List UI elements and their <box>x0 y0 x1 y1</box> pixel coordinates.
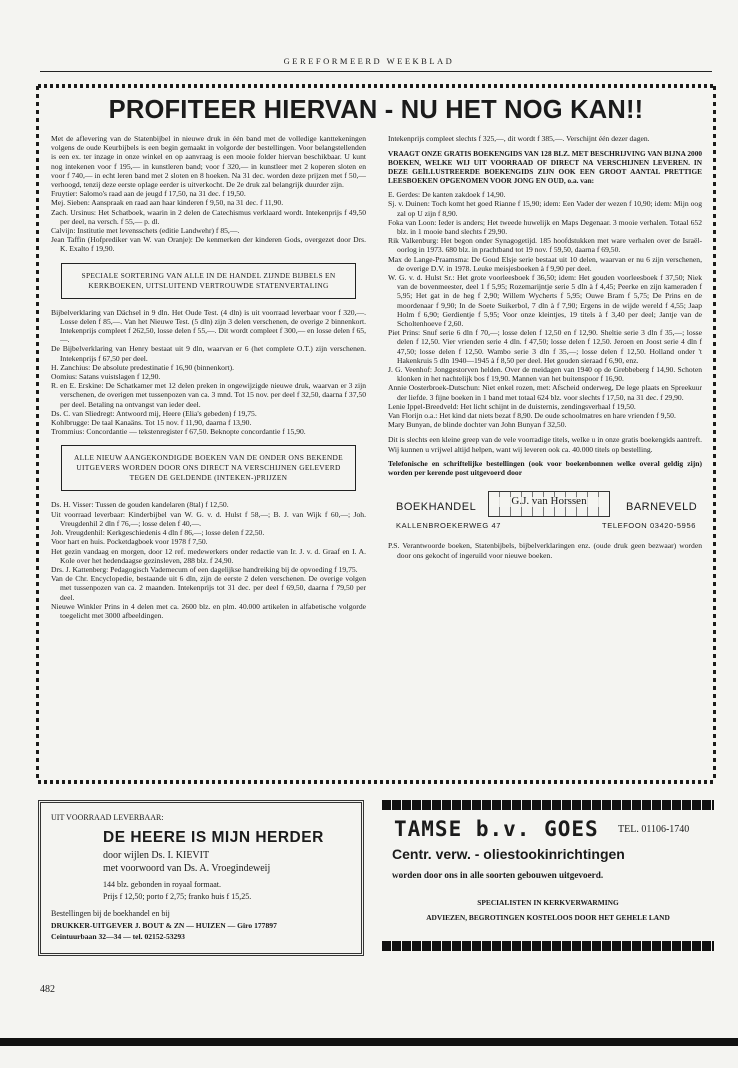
ad-left-order: Bestellingen bij de boekhandel en bij <box>51 909 170 918</box>
ad-de-heere-frame <box>38 800 364 956</box>
ad-left-publisher: DRUKKER-UITGEVER J. BOUT & ZN — HUIZEN — Giro 177897 <box>51 921 277 930</box>
ad-left-price: Prijs f 12,50; porto f 2,75; franko huis f 15,25. <box>103 892 252 901</box>
ad-left-foreword: met voorwoord van Ds. A. Vroegindeweij <box>103 863 271 874</box>
right-column <box>388 134 702 560</box>
book-list-2 <box>51 308 366 437</box>
frame-bottom <box>38 780 714 784</box>
note-selection: Dit is slechts een kleine greep van de vele voorradige titels, welke u in onze gratis boekengids aantreft. Wij kunnen u vrijwel altijd helpen, want wij leveren ook ca. 40.000 titels op bestelling. <box>388 435 702 454</box>
book-entry: Foka van Loon: Ieder is anders; Het tweede huwelijk en Maps Degenaar. 3 mooie verhalen. Totaal 652 blz. in 1 mooie band slechts f 29,90. <box>388 217 702 237</box>
ad-tamse <box>382 800 714 952</box>
frame-top <box>38 84 714 88</box>
book-entry: Voor hart en huis. Pocketdagboek voor 1978 f 7,50. <box>51 537 208 547</box>
page-bottom-bar <box>0 1038 738 1046</box>
book-entry: J. G. Veenhof: Jonggestorven helden. Over de meidagen van 1940 op de Grebbeberg f 14,90. Schoten klonken in het nachtelijk bos f 19,90. Mannen van het buitenspoor f 16,90. <box>388 365 702 384</box>
book-entry: Oomius: Satans vuistslagen f 12,90. <box>51 372 161 382</box>
ad-tamse-tagline: worden door ons in alle soorten gebouwen uitgevoerd. <box>392 870 604 880</box>
ad-tamse-specialists: SPECIALISTEN IN KERKVERWARMING <box>477 898 619 907</box>
book-entry: Ds. H. Visser: Tussen de gouden kandelaren (8tal) f 12,50. <box>51 500 229 510</box>
book-entry: E. Gerdes: De kanten zakdoek f 14,90. <box>388 190 506 200</box>
ad-left-title: DE HEERE IS MIJN HERDER <box>103 829 324 846</box>
frame-left <box>36 86 39 782</box>
intro-paragraph: Met de aflevering van de Statenbijbel in nieuwe druk in één band met de volledige kanttekeningen volgens de oude Keurbijbels is een begin gemaakt in volgorde der bestellingen. Voor belangstellenden is een ex. ter inzage in onze winkel en op aanvraag is een mooie folder hiervan beschikbaar. U kunt nog intekenen voor f 195,— in kunstleren band; voor f 320,— in kunstleer met 2 koperen sloten en voor f 740,— in echt leren band met 2 sloten en 8 hoeken. Na 31 dec. worden deze prijzen met f 50,— verhoogd, tenzij deze eerste oplage eerder is uitverkocht. De 2e druk zal belangrijk duurder zijn. <box>51 134 366 190</box>
book-entry: Lenie Ippel-Breedveld: Het licht schijnt in de duisternis, zendingsverhaal f 19,50. <box>388 401 636 411</box>
store-name-sign <box>488 491 610 517</box>
ad-tamse-phone: TEL. 01106-1740 <box>618 824 690 835</box>
book-entry: Ds. C. van Sliedregt: Antwoord mij, Heere (Elia's gebeden) f 19,75. <box>51 408 257 418</box>
book-entry: Het gezin vandaag en morgen, door 12 ref. medewerkers onder redactie van Ir. J. v. d. Graaf en I. A. Kole over het hedendaagse gezinsleven, 288 blz. f 24,90. <box>51 546 366 565</box>
catalogue-offer: VRAAGT ONZE GRATIS BOEKENGIDS VAN 128 BLZ. MET BESCHRIJVING VAN BIJNA 2000 BOEKEN, WELKE WIJ UIT VOORRAAD OF DIRECT NA VERSCHIJNEN LEVEREN. IN DEZE GEÏLLUSTREERDE BOEKENGIDS ZIJN OOK EEN GROOT AANTAL PRETTIGE LEESBOEKEN OPGENOMEN VOOR JONG EN OUD, o.a. van: <box>388 149 702 186</box>
ad-left-pages: 144 blz. gebonden in royaal formaat. <box>103 880 221 889</box>
book-entry: W. G. v. d. Hulst Sr.: Het grote voorleesboek f 36,50; idem: Het gouden voorleesboek f 37,50; Niek van de bovenmeester, deel 1 f 5,95; Rozemarijntje serie 5 dln à f 4,45; Peerke en zijn kameraden f 5,95; Het gat in de heg f 2,90; Willem Wycherts f 5,95; Ouwe Bram f 5,75; De Prins en de moordenaar f 9,90; In de Soete Suikerbol, 7 dln à f 7,90; Ergens in de wijde wereld f 4,55; Jaap Holm f 6,90; Gerdientje f 5,95; Voor onze kleintjes, 19 titels à f 3,40 per deel; Jantje van de Scholtenhoeve f 2,60. <box>388 273 702 329</box>
book-entry: Calvijn: Institutie met levensschets (editie Landwehr) f 85,—. <box>51 226 240 236</box>
postscript: P.S. Verantwoorde boeken, Statenbijbels, bijbelverklaringen enz. (oude druk geen bezwaar) worden door ons gekocht of ingeruild voor nieuwe boeken. <box>388 541 702 560</box>
store-label-right: BARNEVELD <box>626 501 698 514</box>
book-list-right <box>388 190 702 429</box>
book-entry: Joh. Vreugdenhil: Kerkgeschiedenis 4 dln f 86,—; losse delen f 22,50. <box>51 528 265 538</box>
book-list-3 <box>51 500 366 620</box>
ad-tamse-border-top <box>382 800 714 810</box>
book-entry: Sj. v. Duinen: Toch komt het goed Rianne f 15,90; idem: Een Vader der wezen f 10,90; idem: Mijn oog zal op U zijn f 8,90. <box>388 199 702 218</box>
book-list-1 <box>51 189 366 253</box>
book-entry: De Bijbelverklaring van Henry bestaat uit 9 dln, waarvan er 6 (het complete O.T.) zijn verschenen. Intekenprijs f 67,50 per deel. <box>51 344 366 363</box>
ad-tamse-advice: ADVIEZEN, BEGROTINGEN KOSTELOOS DOOR HET GEHELE LAND <box>426 913 670 922</box>
book-entry: H. Zanchius: De absolute predestinatie f 16,90 (binnenkort). <box>51 362 235 372</box>
new-books-box: ALLE NIEUW AANGEKONDIGDE BOEKEN VAN DE ONDER ONS BEKENDE UITGEVERS WORDEN DOOR ONS DIRECT NA VERSCHIJNEN GELEVERD TEGEN DE GELDENDE (INTEKEN-)PRIJZEN <box>61 445 356 491</box>
store-phone: TELEFOON 03420-5956 <box>602 521 696 531</box>
book-entry: Nieuwe Winkler Prins in 4 delen met ca. 2600 blz. en plm. 40.000 artikelen in alfabetische volgorde toegelicht met 3000 afbeeldingen. <box>51 601 366 620</box>
book-entry: R. en E. Erskine: De Schatkamer met 12 delen preken in ongewijzigde nieuwe druk, waarvan er 3 zijn verschenen, de overigen met tussenpozen van ca. 3 mnd. Tot 15 nov. per deel f 32,50, daarna f 37,50 per deel. Betaling na ontvangst van ieder deel. <box>51 381 366 409</box>
header-rule <box>40 71 712 72</box>
book-entry: Trommius: Concordantie — tekstenregister f 67,50. Beknopte concordantie f 15,90. <box>51 427 306 437</box>
book-entry: Zach. Ursinus: Het Schatboek, waarin in 2 delen de Catechismus verklaard wordt. Intekenprijs f 49,50 per deel, na versch. f 55,— p. dl. <box>51 207 366 226</box>
book-entry: Bijbelverklaring van Dächsel in 9 dln. Het Oude Test. (4 dln) is uit voorraad leverbaar voor f 320,—. Losse delen f 85,—. Van het Nieuwe Test. (5 dln) zijn 3 delen verschenen, de overige 2 binnenkort. Intekenprijs compleet f 262,50, losse delen f 55,—. Dit wordt compleet f 300,— en losse delen f 65,—. <box>51 307 366 345</box>
note-orders: Telefonische en schriftelijke bestellingen (ook voor boekenbonnen welke overal geldig zijn) worden per kerende post uitgevoerd door <box>388 458 702 478</box>
book-entry: Mej. Sieben: Aanspraak en raad aan haar kinderen f 9,50, na 31 dec. f 11,90. <box>51 198 284 208</box>
ad-tamse-subtitle: Centr. verw. - oliestookinrichtingen <box>392 846 625 862</box>
book-entry: Jean Taffin (Hofprediker van W. van Oranje): De kenmerken der kinderen Gods, overgezet door Drs. K. Exalto f 19,90. <box>51 235 366 254</box>
bible-sorting-box: SPECIALE SORTERING VAN ALLE IN DE HANDEL ZIJNDE BIJBELS EN KERKBOEKEN, UITSLUITEND VERTROUWDE STATENVERTALING <box>61 263 356 299</box>
headline: PROFITEER HIERVAN - NU HET NOG KAN!! <box>108 96 644 124</box>
book-entry: Uit voorraad leverbaar: Kinderbijbel van W. G. v. d. Hulst f 58,—; B. J. van Wijk f 60,—; Joh. Vreugdenhil 2 dln f 76,—; losse delen f 40,—. <box>51 509 366 528</box>
continuation-text: Intekenprijs compleet slechts f 325,—, dit wordt f 385,—. Verschijnt één dezer dagen. <box>388 134 650 143</box>
store-label-left: BOEKHANDEL <box>396 501 477 514</box>
book-entry: Van Florijn o.a.: Het kind dat niets bezat f 8,90. De oude schoolmatres en hare vrienden f 9,50. <box>388 411 676 421</box>
book-entry: Van de Chr. Encyclopedie, bestaande uit 6 dln, zijn de eerste 2 delen verschenen. De overige volgen met tussenpozen van ca. 2 maanden. Intekenprijs tot 31 dec. per deel f 69,50, daarna f 79,50 per deel. <box>51 574 366 602</box>
book-entry: Piet Prins: Snuf serie 6 dln f 70,—; losse delen f 12,50 en f 12,90. Sheltie serie 3 dln f 35,—; losse delen f 12,50. Vier vrienden serie 4 dln. f 47,50; losse delen f 12,50. Jeroen en Joost serie 4 dln f 47,50; losse delen f 12,50. Wambo serie 3 dln f 35,—; losse delen f 12,50. Holland onder 't Hakenkruis 5 dln 1940—1945 à f 8,50 per deel. Het gouden sieraad f 6,90, enz. <box>388 328 702 365</box>
ad-left-label: UIT VOORRAAD LEVERBAAR: <box>51 813 164 822</box>
book-entry: Drs. J. Kattenberg: Pedagogisch Vademecum of een dagelijkse handreiking bij de opvoeding f 19,75. <box>51 564 358 574</box>
book-entry: Mary Bunyan, de blinde dochter van John Bunyan f 32,50. <box>388 420 567 430</box>
running-header: GEREFORMEERD WEEKBLAD <box>283 56 455 66</box>
ad-tamse-border-bottom <box>382 941 714 951</box>
frame-right <box>713 86 716 782</box>
book-entry: Kohlbrugge: De taal Kanaäns. Tot 15 nov. f 11,90, daarna f 13,90. <box>51 418 252 428</box>
book-entry: Fruytier: Salomo's raad aan de jeugd f 17,50, na 31 dec. f 19,50. <box>51 189 246 199</box>
store-logo <box>388 483 702 533</box>
book-entry: Max de Lange-Praamsma: De Goud Elsje serie bestaat uit 10 delen, waarvan er nu 6 zijn verschenen, de overige D.V. in 1978. Leuke meisjesboeken à f 9,90 per deel. <box>388 254 702 273</box>
ad-left-address: Ceintuurbaan 32—34 — tel. 02152-53293 <box>51 932 185 941</box>
ad-tamse-company: TAMSE b.v. GOES <box>394 817 599 841</box>
page-number: 482 <box>40 984 55 995</box>
store-address: KALLENBROEKERWEG 47 <box>396 521 502 531</box>
store-name: G.J. van Horssen <box>489 497 609 506</box>
left-column <box>51 134 366 620</box>
book-entry: Annie Oosterbroek-Dutschun: Niet enkel rozen, met: Afscheid onderweg, De lege plaats en Spreekuur der liefde. 3 fijne boeken in 1 band met totaal 624 blz. voor slechts f 17,50, na 31 dec. f 29,90. <box>388 383 702 402</box>
book-entry: Rik Valkenburg: Het begon onder Synagogetijd. 185 hoofdstukken met ware verhalen over de Israël-oorlog in 1973. 680 blz. in prachtband tot 19 nov. f 59,50, daarna f 69,50. <box>388 236 702 255</box>
ad-left-author: door wijlen Ds. I. KIEVIT <box>103 850 210 861</box>
